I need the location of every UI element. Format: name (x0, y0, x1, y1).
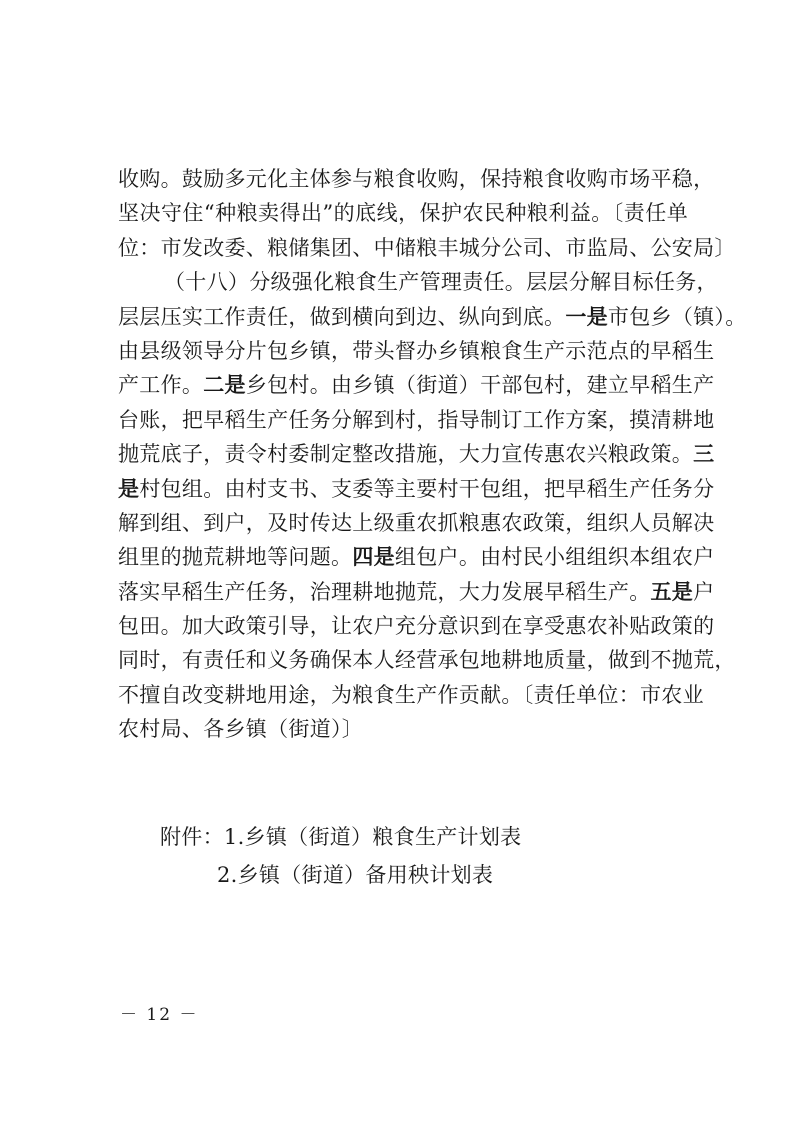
attachment-prefix: 附件： (160, 825, 224, 849)
text-run: 乡包村。由乡镇（街道）干部包村，建立早稻生产 (245, 373, 715, 398)
attachment-item (160, 856, 640, 894)
emphasis-text: 二是 (203, 373, 246, 398)
text-line (118, 540, 715, 574)
text-line: 解到组、到户，及时传达上级重农抓粮惠农政策，组织人员解决 (118, 510, 715, 535)
text-run: 村包组。由村支书、支委等主要村干包组，把早稻生产任务分 (139, 476, 715, 501)
text-line: 包田。加大政策引导，让农户充分意识到在享受惠农补贴政策的 (118, 614, 715, 639)
emphasis-text: 三 (693, 442, 715, 467)
text-run: 落实早稻生产任务，治理耕地抛荒，大力发展早稻生产。 (118, 579, 651, 604)
attachment-title: 1.乡镇（街道）粮食生产计划表 (223, 825, 522, 849)
text-run: 组里的抛荒耕地等问题。 (118, 545, 353, 570)
text-run: 组包户。由村民小组组织本组农户 (394, 545, 715, 570)
text-line (118, 437, 715, 471)
text-run: 户 (693, 579, 715, 604)
emphasis-text: 五是 (650, 579, 694, 604)
emphasis-text: 是 (118, 476, 140, 501)
body-text (118, 162, 747, 747)
page-number: － 12 － (120, 1005, 199, 1025)
text-line: 不擅自改变耕地用途，为粮食生产作贡献。〔责任单位：市农业 (118, 682, 704, 707)
text-run: 市包乡（镇）。 (607, 304, 747, 329)
text-line: 收购。鼓励多元化主体参与粮食收购，保持粮食收购市场平稳， (118, 167, 715, 191)
emphasis-text: 一是 (565, 304, 608, 329)
text-line (118, 575, 715, 609)
text-run: 产工作。 (118, 373, 204, 398)
text-line: 台账，把早稻生产任务分解到村，指导制订工作方案，摸清耕地 (118, 407, 715, 432)
text-line: 农村局、各乡镇（街道）〕 (118, 717, 364, 742)
text-run: 抛荒底子，责令村委制定整改措施，大力宣传惠农兴粮政策。 (118, 442, 694, 467)
attachment-item (160, 818, 640, 856)
text-line: 坚决守住“种粮卖得出”的底线，保护农民种粮利益。〔责任单 (118, 201, 688, 226)
emphasis-text: 四是 (352, 545, 395, 570)
attachment-title: 2.乡镇（街道）备用秧计划表 (217, 863, 494, 887)
text-run: 层层压实工作责任，做到横向到边、纵向到底。 (118, 304, 566, 329)
text-line: 同时，有责任和义务确保本人经营承包地耕地质量，做到不抛荒， (118, 648, 736, 673)
text-line: 由县级领导分片包乡镇，带头督办乡镇粮食生产示范点的早稻生 (118, 338, 715, 363)
text-line: 位：市发改委、粮储集团、中储粮丰城分公司、市监局、公安局〕 (118, 235, 736, 260)
text-line (118, 300, 747, 334)
attachments-list (160, 818, 640, 894)
section-heading-line: （十八）分级强化粮食生产管理责任。层层分解目标任务， (164, 270, 718, 295)
text-line (118, 472, 715, 506)
text-line (118, 368, 715, 402)
